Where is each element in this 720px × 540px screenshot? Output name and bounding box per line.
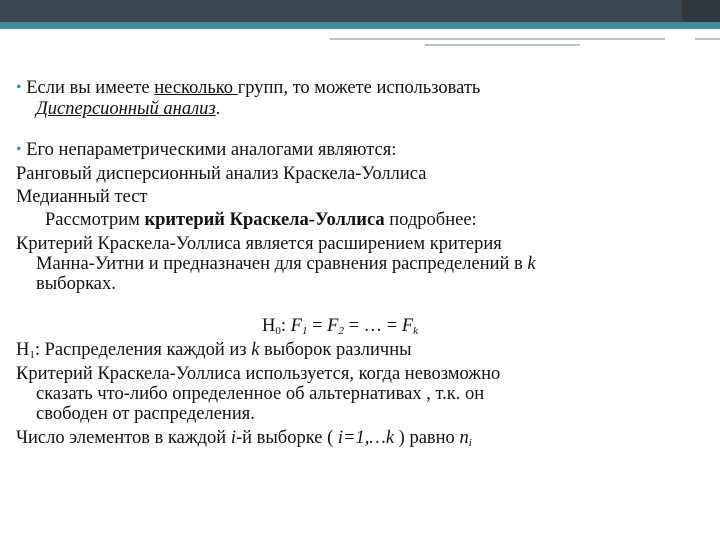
criterion-k: k xyxy=(527,254,536,274)
bullet-1-text-pre: Если вы имеете xyxy=(26,78,155,98)
h1-pre: : Распределения каждой из xyxy=(34,340,252,360)
bullet-marker: • xyxy=(16,79,22,96)
h0-fk-sub: k xyxy=(413,325,419,337)
rank-anova-line: Ранговый дисперсионный анализ Краскела-Уоллиса xyxy=(16,164,427,184)
bullet-1-text-post: групп, то можете использовать xyxy=(237,78,481,98)
consider-line xyxy=(45,210,477,230)
h0-label: H xyxy=(262,316,276,336)
h0-f2: F xyxy=(327,316,339,336)
usage-line-3: свободен от распределения. xyxy=(36,404,255,424)
h0-fk: F xyxy=(401,316,414,336)
consider-bold: критерий Краскела-Уоллиса xyxy=(144,210,385,230)
h1-k: k xyxy=(251,340,260,360)
usage-line-2: сказать что-либо определенное об альтернативах , т.к. он xyxy=(36,384,485,404)
h0-line xyxy=(262,316,418,336)
h0-f2-sub: 2 xyxy=(338,325,344,337)
count-n: n xyxy=(459,428,469,448)
count-i: i xyxy=(230,428,236,448)
median-test-line: Медианный тест xyxy=(16,187,148,207)
criterion-line-2 xyxy=(36,254,536,274)
h1-line xyxy=(16,340,412,360)
bullet-marker: • xyxy=(16,141,22,158)
usage-line-1: Критерий Краскела-Уоллиса используется, когда невозможно xyxy=(16,364,501,384)
dispersion-analysis-term: Дисперсионный анализ xyxy=(36,99,216,119)
bullet-1-line-2 xyxy=(36,99,220,119)
h0-f1-sub: 1 xyxy=(301,325,308,337)
h1-sub: 1 xyxy=(29,349,35,361)
h0-sub: 0 xyxy=(275,325,281,337)
count-mid: -й выборке ( xyxy=(235,428,338,448)
h0-f1: F xyxy=(290,316,302,336)
bullet-1-line-1 xyxy=(16,78,480,99)
h1-post: выборок различны xyxy=(259,340,412,360)
consider-post: подробнее: xyxy=(384,210,477,230)
bullet-2-text: Его непараметрическими аналогами являются: xyxy=(26,140,397,160)
count-pre: Число элементов в каждой xyxy=(16,428,231,448)
count-n-sub: i xyxy=(468,437,472,449)
count-post: ) равно xyxy=(394,428,460,448)
count-range: i=1,…k xyxy=(337,428,395,448)
h0-mid: = … = xyxy=(343,316,402,336)
h0-eq1: = xyxy=(307,316,328,336)
bullet-2-line xyxy=(16,140,396,161)
count-line xyxy=(16,428,472,448)
h0-colon: : xyxy=(280,316,291,336)
criterion-line-1: Критерий Краскела-Уоллиса является расширением критерия xyxy=(16,234,502,254)
bullet-1-period: . xyxy=(215,99,221,119)
h1-label: H xyxy=(16,340,30,360)
criterion-line-2-text: Манна-Уитни и предназначен для сравнения распределений в xyxy=(36,254,528,274)
consider-pre: Рассмотрим xyxy=(45,210,145,230)
criterion-line-3: выборках. xyxy=(36,274,116,294)
bullet-1-underlined: несколько xyxy=(154,78,238,98)
